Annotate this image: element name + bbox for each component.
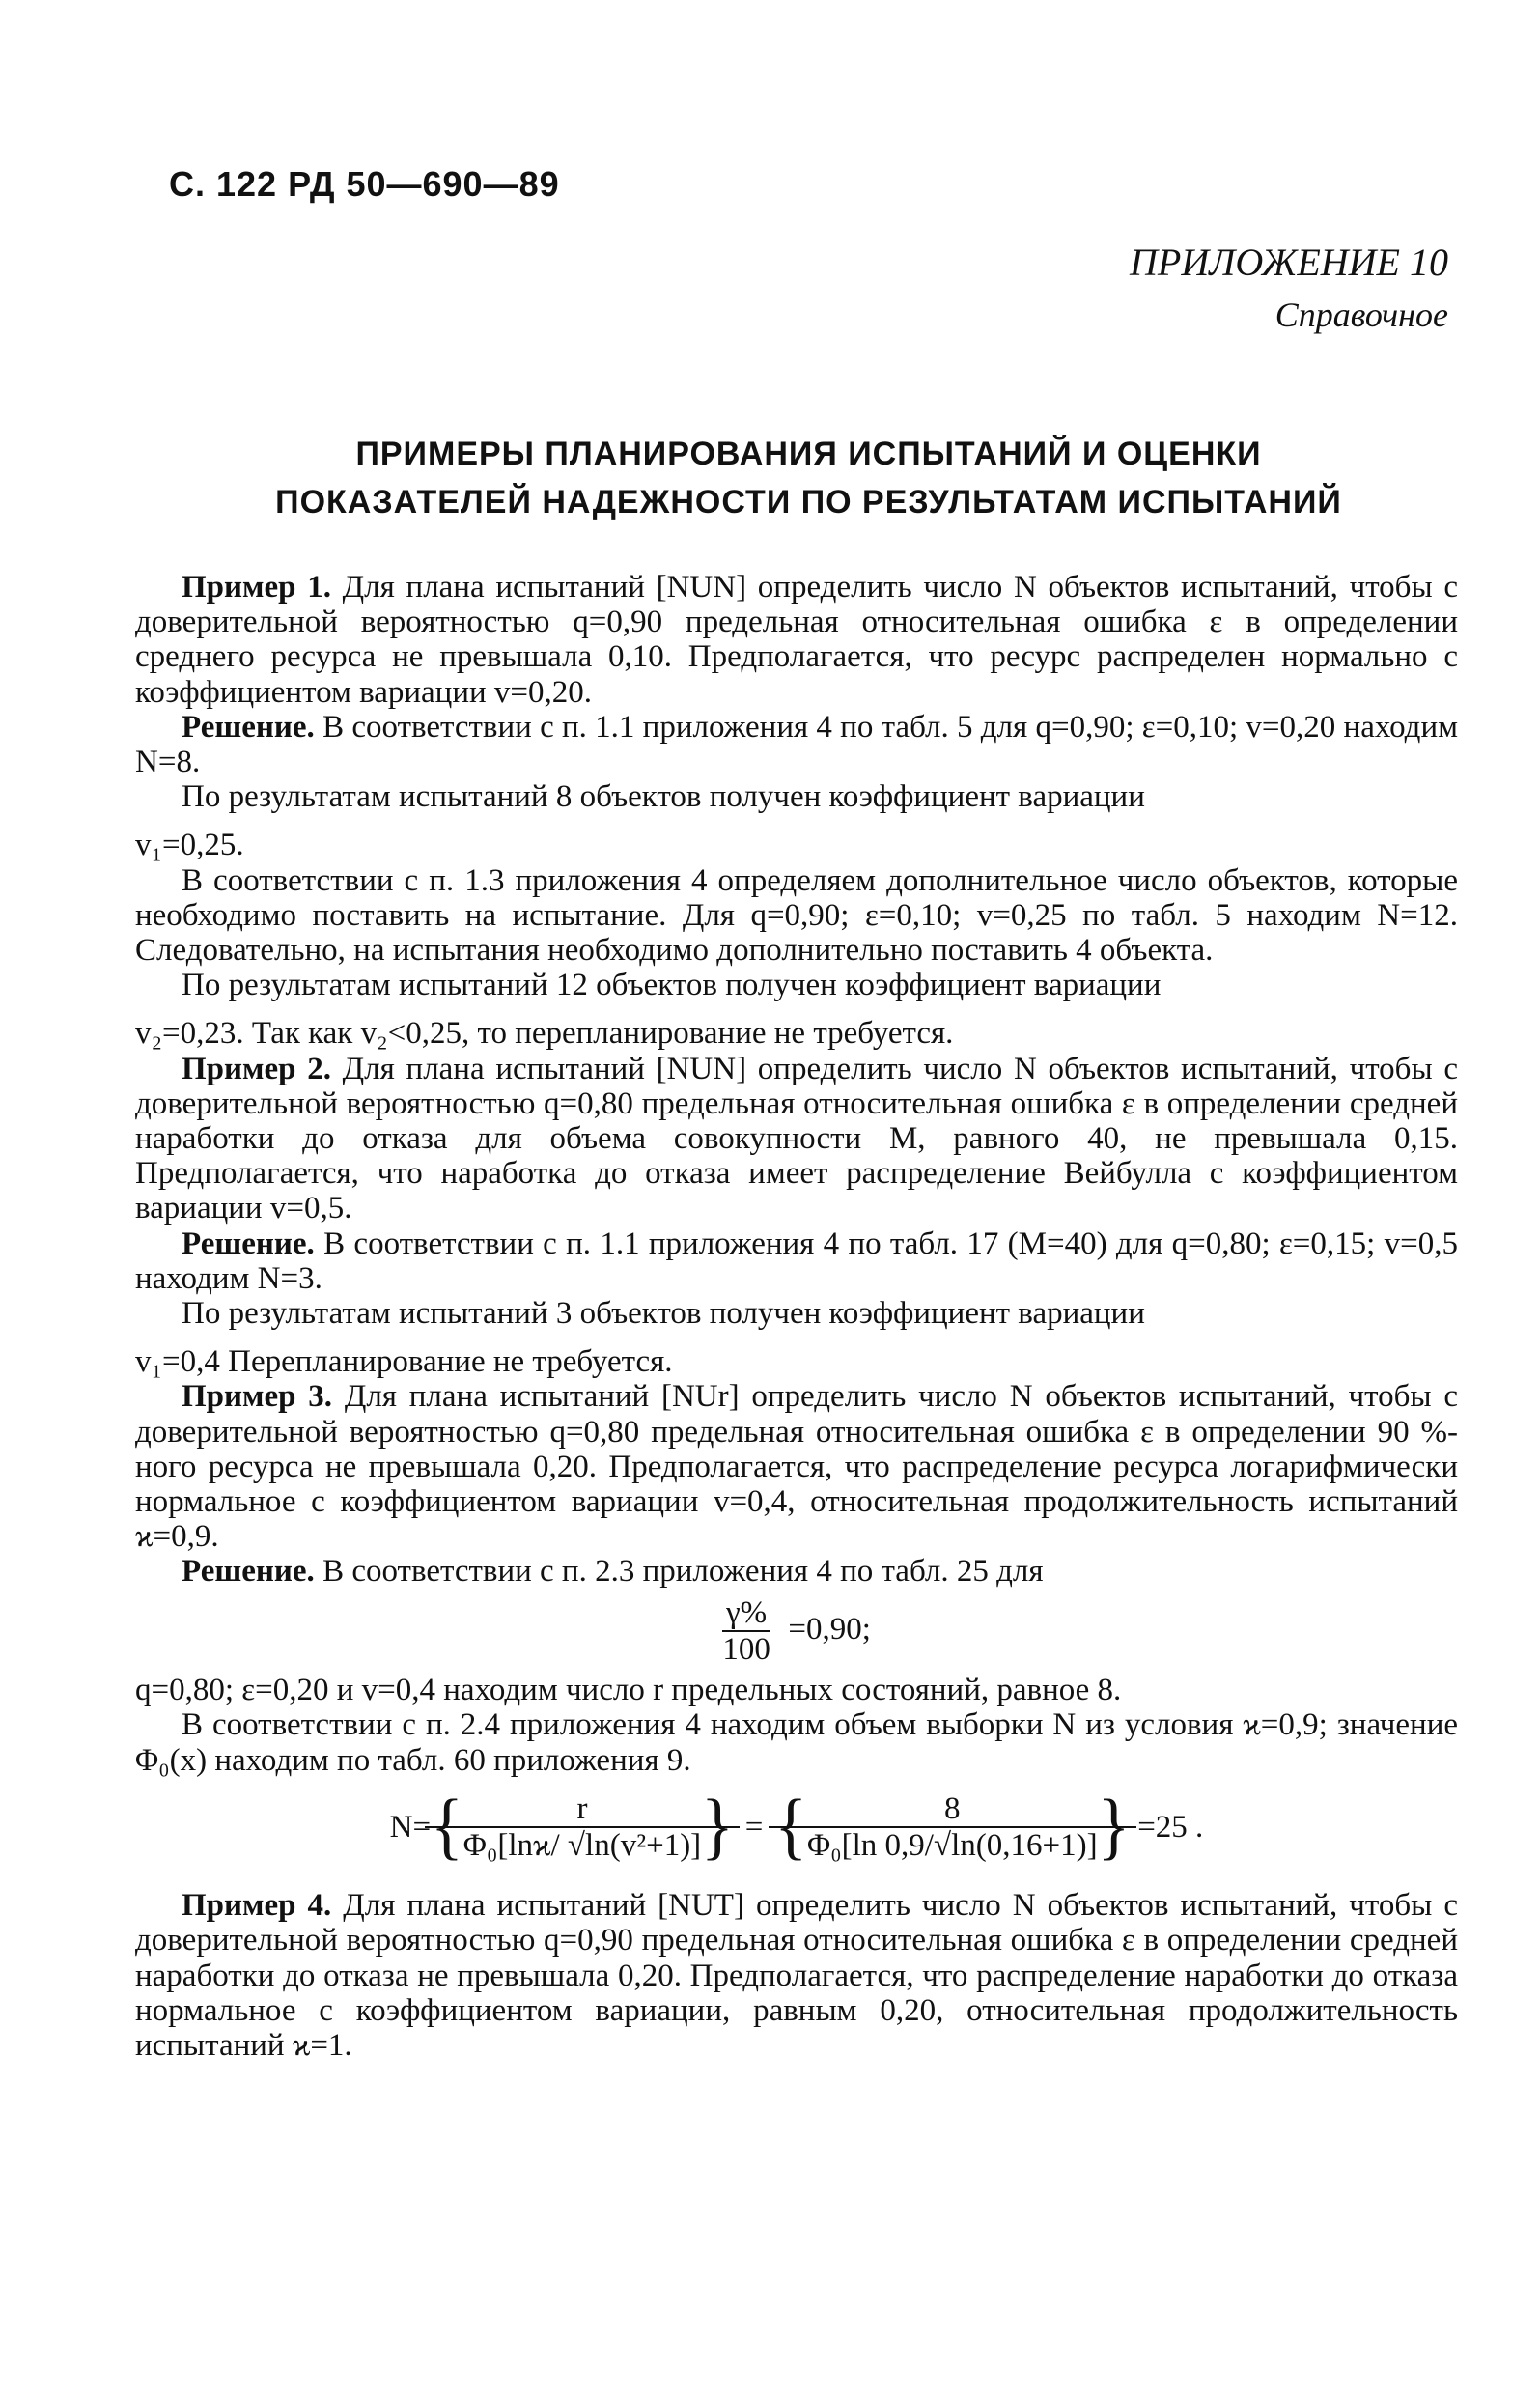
example-1-text: Для плана испытаний [NUN] определить число N объектов испытаний, чтобы с доверительной вероятностью q=0,90 предельная относительная ошибка ε в определении среднего ресурса не превышала 0,10. Предполагается, что ресурс распределен нормально с коэффициентом вариации v=0,20. (135, 570, 1458, 710)
solution-text: В соответствии с п. 1.1 приложения 4 по табл. 5 для q=0,90; ε=0,10; v=0,20 находим N=8. (135, 709, 1458, 780)
brace-right-icon: } (1097, 1786, 1131, 1868)
solution-text: В соответствии с п. 2.3 приложения 4 по табл. 25 для (322, 1554, 1044, 1590)
example-1-result: По результатам испытаний 8 объектов получен коэффициент вариации (182, 779, 1145, 815)
fraction-value: =0,90; (788, 1611, 871, 1647)
solution-heading: Решение. (182, 1226, 315, 1261)
example-3-paragraph (135, 1379, 1458, 1554)
example-1-result-2-value: v₂=0,23. Так как v₂<0,25, то перепланирование не требуется. (135, 1016, 954, 1052)
appendix-number: ПРИЛОЖЕНИЕ 10 (1130, 240, 1448, 284)
fraction-denominator: 100 (722, 1631, 770, 1667)
formula-lhs: N= (389, 1809, 432, 1845)
fraction-numerator: γ% (722, 1595, 770, 1632)
brace-right-icon: } (701, 1786, 734, 1868)
example-3-result: q=0,80; ε=0,20 и v=0,4 находим число r предельных состояний, равное 8. (135, 1673, 1122, 1708)
example-4-heading: Пример 4. (182, 1888, 332, 1924)
example-3-sample-size: В соответствии с п. 2.4 приложения 4 находим объем выборки N из условия ϰ=0,9; значение Φ₀(x) находим по табл. 60 приложения 9. (135, 1707, 1458, 1778)
fraction-denominator: Φ₀[lnϰ/ √ln(v²+1)] (462, 1827, 702, 1863)
example-2-text: Для плана испытаний [NUN] определить число N объектов испытаний, чтобы с доверительной вероятностью q=0,80 предельная относительная ошибка ε в определении средней наработки до отказа для объема совокупности M, равного 40, не превышала 0,15. Предполагается, что наработка до отказа имеет распределение Вейбулла с коэффициентом вариации v=0,5. (135, 1051, 1458, 1226)
example-1-result-2: По результатам испытаний 12 объектов получен коэффициент вариации (182, 968, 1162, 1003)
example-2-result: По результатам испытаний 3 объектов получен коэффициент вариации (182, 1296, 1145, 1332)
solution-heading: Решение. (182, 1554, 315, 1590)
document-title (169, 430, 1448, 526)
formula-n (135, 1786, 1458, 1868)
example-1-solution (135, 710, 1458, 779)
solution-text: В соответствии с п. 1.1 приложения 4 по табл. 17 (M=40) для q=0,80; ε=0,15; v=0,5 находим N=3. (135, 1226, 1458, 1296)
fraction-denominator: Φ₀[ln 0,9/√ln(0,16+1)] (807, 1827, 1098, 1863)
formula-result: =25 . (1137, 1809, 1204, 1845)
formula-fraction-2 (807, 1791, 1098, 1863)
example-1-replan: В соответствии с п. 1.3 приложения 4 определяем дополнительное число объектов, которые необходимо поставить на испытание. Для q=0,90; ε=0,10; v=0,25 по табл. 5 находим N=12. Следовательно, на испытания необходимо дополнительно поставить 4 объекта. (135, 862, 1458, 969)
brace-left-icon: { (774, 1786, 808, 1868)
example-1-heading: Пример 1. (182, 570, 331, 605)
example-2-heading: Пример 2. (182, 1051, 331, 1086)
brace-left-icon: { (431, 1786, 463, 1868)
example-4-text: Для плана испытаний [NUT] определить число N объектов испытаний, чтобы с доверительной вероятностью q=0,90 предельная относительная ошибка ε в определении средней наработки до отказа не превышала 0,20. Предполагается, что распределение наработки до отказа нормальное с коэффициентом вариации, равным 0,20, относительная продолжительность испытаний ϰ=1. (135, 1888, 1459, 2063)
example-2-paragraph (135, 1052, 1458, 1226)
example-2-solution (135, 1226, 1458, 1296)
solution-heading: Решение. (182, 709, 315, 745)
example-3-heading: Пример 3. (182, 1379, 333, 1415)
example-3-solution (135, 1554, 1458, 1589)
gamma-fraction (722, 1595, 770, 1667)
document-body (135, 570, 1458, 2063)
example-4-paragraph (135, 1888, 1458, 2063)
fraction-numerator: r (425, 1791, 740, 1828)
formula-gamma (135, 1595, 1458, 1667)
example-1-paragraph (135, 570, 1458, 710)
title-line-2: ПОКАЗАТЕЛЕЙ НАДЕЖНОСТИ ПО РЕЗУЛЬТАТАМ ИСПЫТАНИЙ (275, 484, 1342, 521)
appendix-label (1130, 237, 1448, 341)
appendix-sub: Справочное (1274, 296, 1448, 334)
example-2-result-value: v₁=0,4 Перепланирование не требуется. (135, 1344, 673, 1380)
formula-equals: = (744, 1809, 764, 1845)
example-1-result-value: v₁=0,25. (135, 828, 244, 863)
example-3-text: Для плана испытаний [NUr] определить число N объектов испытаний, чтобы с доверительной вероятностью q=0,80 предельная относительная ошибка ε в определении 90 %-ного ресурса не превышала 0,20. Предполагается, что распределение ресурса логарифмически нормальное с коэффициентом вариации v=0,4, относительная продолжительность испытаний ϰ=0,9. (135, 1379, 1459, 1555)
title-line-1: ПРИМЕРЫ ПЛАНИРОВАНИЯ ИСПЫТАНИЙ И ОЦЕНКИ (355, 436, 1262, 472)
formula-fraction-1 (463, 1791, 701, 1863)
page-header: С. 122 РД 50—690—89 (169, 164, 560, 204)
fraction-numerator: 8 (769, 1791, 1136, 1828)
